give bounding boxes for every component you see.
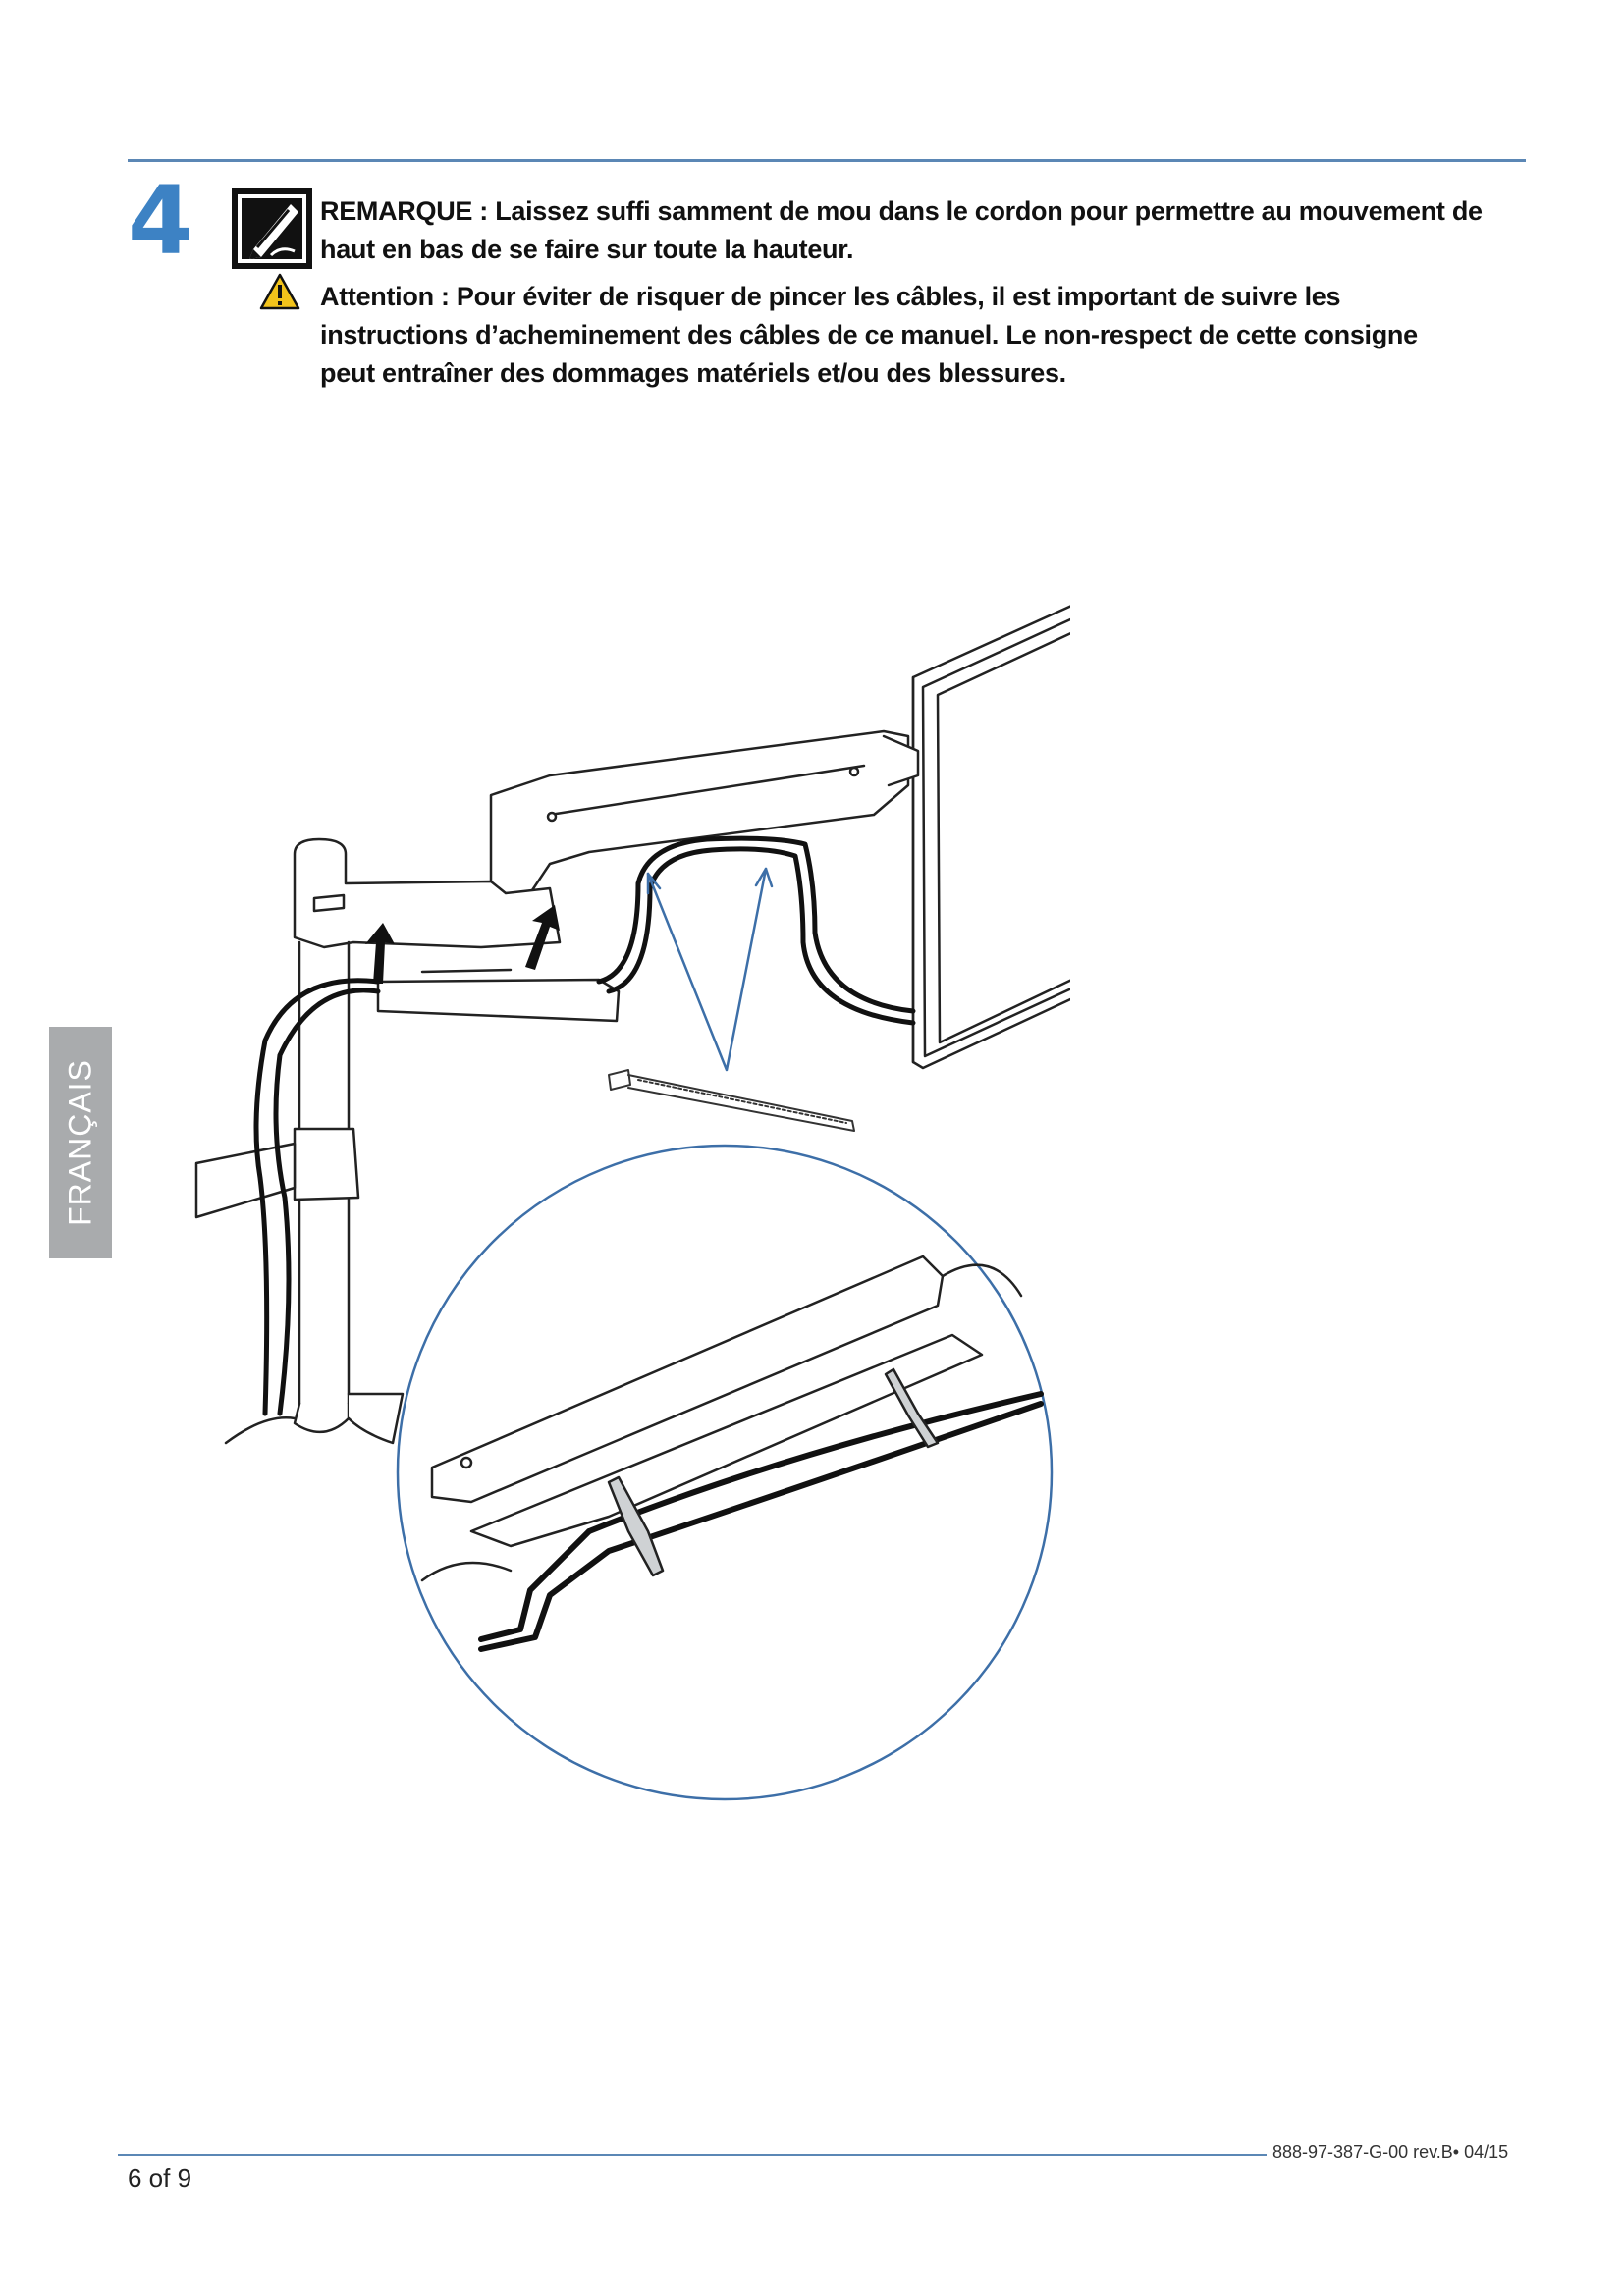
language-tab-label: FRANÇAIS (62, 1059, 98, 1226)
warning-triangle-icon (259, 273, 300, 310)
detail-circle-drawing (398, 1146, 1052, 1799)
footer-rule (118, 2154, 1267, 2156)
document-code: 888-97-387-G-00 rev.B• 04/15 (1272, 2142, 1509, 2162)
cable-tie-drawing (609, 1070, 854, 1131)
note-text: REMARQUE : Laissez suffi samment de mou dans le cordon pour permettre au mouvement de haut en bas de se faire sur toute la hauteur. (320, 196, 1483, 264)
step-number: 4 (128, 166, 193, 276)
page-number: 6 of 9 (128, 2163, 192, 2193)
monitor-drawing (913, 508, 1070, 1068)
warning-text: Attention : Pour éviter de risquer de pincer les câbles, il est important de suivre les instructions d’acheminement des câbles de ce manuel. Le non-respect de cette consigne peut entraîner des dommages matériels et/ou des blessures. (320, 282, 1418, 388)
header-rule (128, 159, 1526, 162)
language-tab (49, 1027, 112, 1258)
callout-arrows-drawing (648, 869, 772, 1070)
monitor-arm-cable-routing-illustration (187, 496, 1070, 1821)
pencil-note-icon (232, 188, 312, 269)
